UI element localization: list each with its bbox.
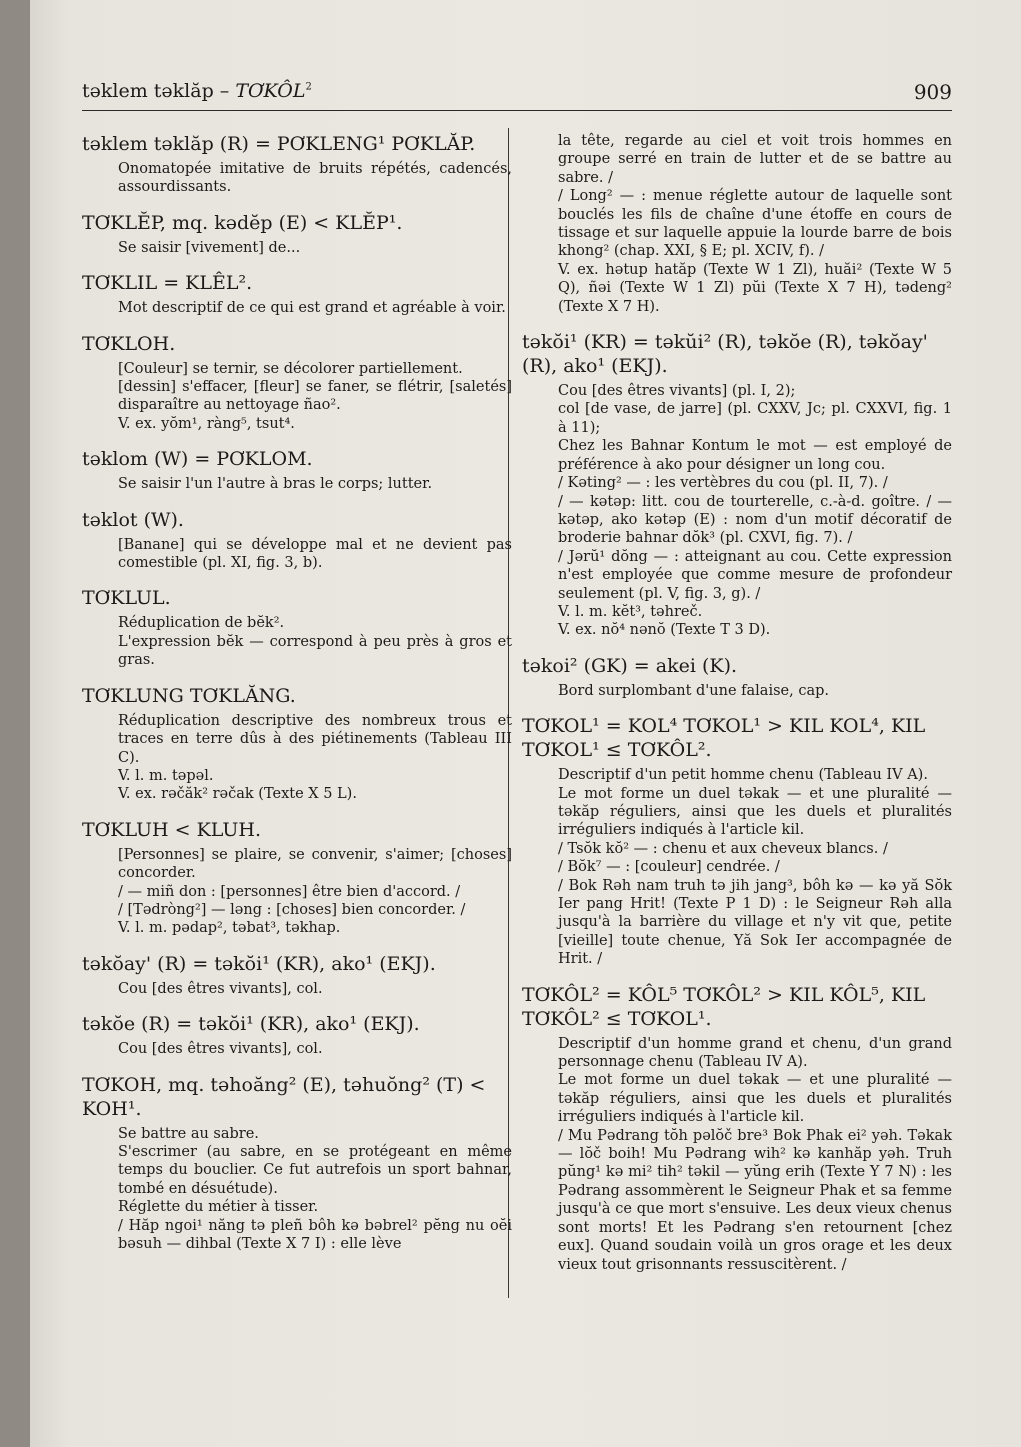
entry-definition xyxy=(558,382,952,640)
page-header xyxy=(82,80,952,111)
dictionary-entry xyxy=(82,447,512,493)
definition-line: V. l. m. təpəl. xyxy=(118,767,214,784)
definition-line: V. l. m. kĕt³, təhreč. xyxy=(558,603,703,620)
definition-line: Réduplication de bĕk². xyxy=(118,615,285,632)
definition-line: / Hăp ngoi¹ năng tə pleñ bôh kə bəbrel² pĕng nu oĕi bəsuh — dihbal (Texte X 7 I) : elle lève xyxy=(118,1217,512,1252)
definition-line: / Bok Rəh nam truh tə jih jang³, bôh kə — kə yă Sŏk Ier pang Hrit! (Texte P 1 D) : le Seigneur Rəh alla jusqu'à la barrière du village et n'y vit que, petite [vieille] toute chenue, Yă Sok Ier accompagnée de Hrit. / xyxy=(558,877,952,968)
definition-line: Cou [des êtres vivants], col. xyxy=(118,980,323,997)
dictionary-entry xyxy=(522,330,952,640)
dictionary-entry xyxy=(82,211,512,257)
definition-line: / — miñ don : [personnes] être bien d'accord. / xyxy=(118,883,461,900)
dictionary-entry xyxy=(82,818,512,938)
dictionary-entry xyxy=(82,586,512,669)
definition-line: V. ex. nŏ⁴ nənŏ (Texte T 3 D). xyxy=(558,622,771,639)
entry-definition xyxy=(118,980,512,998)
entry-definition xyxy=(118,846,512,938)
definition-line: / Long² — : menue réglette autour de laquelle sont bouclés les fils de chaîne d'une étoffe en cours de tissage et sur laquelle appuie la lourde barre de bois khong² (chap. XXI, § E; pl. XCIV, f). / xyxy=(558,188,952,260)
left-column xyxy=(82,132,512,1267)
dictionary-entry xyxy=(82,132,512,197)
definition-line: [Personnes] se plaire, se convenir, s'aimer; [choses] concorder. xyxy=(118,846,512,882)
entry-headword: TƠKOH, mq. təhoăng² (E), təhuŏng² (T) < KOH¹. xyxy=(82,1073,486,1120)
definition-line: Mot descriptif de ce qui est grand et agréable à voir. xyxy=(118,300,506,317)
definition-line: V. l. m. pədap², təbat³, təkhap. xyxy=(118,920,341,937)
definition-line: Cou [des êtres vivants], col. xyxy=(118,1041,323,1058)
dictionary-entry xyxy=(82,508,512,573)
running-head: təklem təklăp – TƠKÔL$^2$ xyxy=(82,80,312,102)
entry-headword: TƠKÔL² = KÔL⁵ TƠKÔL² > KIL KÔL⁵, KIL TƠKÔL² ≤ TƠKOL¹. xyxy=(522,983,926,1030)
definition-line: V. ex. hətup hatăp (Texte W 1 Zl), huăi² (Texte W 5 Q), ñəi (Texte W 1 Zl) pŭi (Texte X 7 H), tədeng² (Texte X 7 H). xyxy=(558,261,952,315)
entry-headword: təkŏi¹ (KR) = təkŭi² (R), təkŏe (R), təkŏay' (R), ako¹ (EKJ). xyxy=(522,331,928,378)
definition-line: Le mot forme un duel təkak — et une pluralité — təkăp réguliers, ainsi que les duels et pluralités irréguliers indiqués à l'article kil. xyxy=(558,1072,952,1126)
entry-headword: TƠKLUH < KLUH. xyxy=(82,818,261,841)
entry-headword: TƠKLĔP, mq. kədĕp (E) < KLĔP¹. xyxy=(82,211,403,234)
dictionary-entry xyxy=(522,714,952,968)
dictionary-entry xyxy=(82,271,512,317)
entry-definition xyxy=(118,614,512,669)
entry-definition xyxy=(558,132,952,316)
definition-line: Se saisir [vivement] de... xyxy=(118,239,301,256)
definition-line: / Tsŏk kŏ² — : chenu et aux cheveux blancs. / xyxy=(558,840,888,857)
definition-line: / [Tədròng²] — ləng : [choses] bien concorder. / xyxy=(118,901,466,918)
definition-line: Se battre au sabre. xyxy=(118,1125,259,1142)
dictionary-entry xyxy=(522,654,952,700)
definition-line: [Couleur] se ternir, se décolorer partiellement. xyxy=(118,360,463,377)
entry-headword: təkŏay' (R) = təkŏi¹ (KR), ako¹ (EKJ). xyxy=(82,952,436,975)
definition-line: Le mot forme un duel təkak — et une pluralité — təkăp réguliers, ainsi que les duels et pluralités irréguliers indiqués à l'article kil. xyxy=(558,785,952,839)
definition-line: Descriptif d'un petit homme chenu (Tableau IV A). xyxy=(558,767,928,784)
right-column xyxy=(522,132,952,1288)
page-number: 909 xyxy=(913,80,952,104)
dictionary-page xyxy=(30,0,1021,1447)
definition-line: Cou [des êtres vivants] (pl. I, 2); xyxy=(558,383,796,400)
definition-line: [Banane] qui se développe mal et ne devient pas comestible (pl. XI, fig. 3, b). xyxy=(118,536,512,572)
entry-definition xyxy=(118,1125,512,1254)
entry-definition xyxy=(118,239,512,257)
entry-definition xyxy=(118,299,512,317)
dictionary-entry xyxy=(82,684,512,804)
definition-line: / Kəting² — : les vertèbres du cou (pl. II, 7). / xyxy=(558,475,888,492)
definition-line: / — kətəp: litt. cou de tourterelle, c.-à-d. goître. / — kətəp, ako kətəp (E) : nom d'un motif décoratif de broderie bahnar dŏk³ (pl. CXVI, fig. 7). / xyxy=(558,493,952,547)
definition-line: / Bŏk⁷ — : [couleur] cendrée. / xyxy=(558,859,780,876)
dictionary-entry xyxy=(82,1012,512,1058)
definition-line: Se saisir l'un l'autre à bras le corps; lutter. xyxy=(118,476,433,493)
dictionary-entry xyxy=(82,332,512,434)
entry-definition xyxy=(118,536,512,573)
entry-headword: təklom (W) = PƠKLOM. xyxy=(82,448,313,471)
definition-line: V. ex. yŏm¹, ràng⁵, tsut⁴. xyxy=(118,415,295,432)
entry-definition xyxy=(558,766,952,968)
definition-line: Réglette du métier à tisser. xyxy=(118,1199,319,1216)
definition-line: / Jərŭ¹ dŏng — : atteignant au cou. Cette expression n'est employée que comme mesure de profondeur seulement (pl. V, fig. 3, g). / xyxy=(558,548,952,602)
definition-line: la tête, regarde au ciel et voit trois hommes en groupe serré en train de lutter et de se battre au sabre. / xyxy=(558,133,952,186)
definition-line: V. ex. rəčăk² rəčak (Texte X 5 L). xyxy=(118,786,357,803)
entry-definition xyxy=(558,682,952,700)
entry-headword: TƠKLUL. xyxy=(82,587,171,610)
definition-line: Réduplication descriptive des nombreux trous et traces en terre dûs à des piétinements (Tableau III C). xyxy=(118,712,512,766)
definition-line: L'expression bĕk — correspond à peu près à gros et gras. xyxy=(118,633,512,669)
definition-line: / Mu Pədrang tŏh pəlŏč bre³ Bok Phak ei² yəh. Təkak — lŏč boih! Mu Pədrang wih² kə kanhăp yəh. Truh pŭng¹ kə mi² tih² təkil — yŭng erih (Texte Y 7 N) : les Pədrang assommèrent le Seigneur Phak et sa femme jusqu'à ce que mort s'ensuive. Les deux vieux chenus sont morts! Et les Pədrang s'en retournent [chez eux]. Quand soudain voilà un gros orage et les deux vieux tout grisonnants ressuscitèrent. / xyxy=(558,1127,952,1273)
entry-headword: təklot (W). xyxy=(82,508,184,531)
entry-definition xyxy=(118,1040,512,1058)
entry-headword: təkoi² (GK) = akei (K). xyxy=(522,654,738,677)
definition-line: S'escrimer (au sabre, en se protégeant en même temps du bouclier. Ce fut autrefois un sport bahnar, tombé en désuétude). xyxy=(118,1143,512,1197)
dictionary-entry xyxy=(82,1073,512,1254)
entry-headword: təklem təklăp (R) = PƠKLENG¹ PƠKLĂP. xyxy=(82,133,476,155)
definition-line: col [de vase, de jarre] (pl. CXXV, Jc; pl. CXXVI, fig. 1 à 11); xyxy=(558,401,952,436)
definition-line: Chez les Bahnar Kontum le mot — est employé de préférence à ako pour désigner un long cou. xyxy=(558,438,952,473)
entry-headword: TƠKLIL = KLÊL². xyxy=(82,272,253,295)
entry-definition xyxy=(118,712,512,804)
entry-definition xyxy=(118,160,512,197)
entry-definition xyxy=(118,475,512,493)
entry-headword: TƠKLOH. xyxy=(82,332,176,355)
entry-definition xyxy=(118,360,512,434)
definition-line: Bord surplombant d'une falaise, cap. xyxy=(558,682,829,699)
entry-headword: təkŏe (R) = təkŏi¹ (KR), ako¹ (EKJ). xyxy=(82,1013,420,1036)
dictionary-entry xyxy=(522,983,952,1274)
dictionary-entry xyxy=(82,952,512,998)
entry-definition xyxy=(558,1035,952,1274)
entry-headword: TƠKOL¹ = KOL⁴ TƠKOL¹ > KIL KOL⁴, KIL TƠKOL¹ ≤ TƠKÔL². xyxy=(522,715,926,762)
dictionary-entry xyxy=(522,132,952,316)
entry-headword: TƠKLUNG TƠKLĂNG. xyxy=(82,684,296,707)
definition-line: Onomatopée imitative de bruits répétés, cadencés, assourdissants. xyxy=(118,161,512,196)
definition-line: [dessin] s'effacer, [fleur] se faner, se flétrir, [saletés] disparaître au nettoyage ñao². xyxy=(118,379,512,414)
definition-line: Descriptif d'un homme grand et chenu, d'un grand personnage chenu (Tableau IV A). xyxy=(558,1035,952,1071)
